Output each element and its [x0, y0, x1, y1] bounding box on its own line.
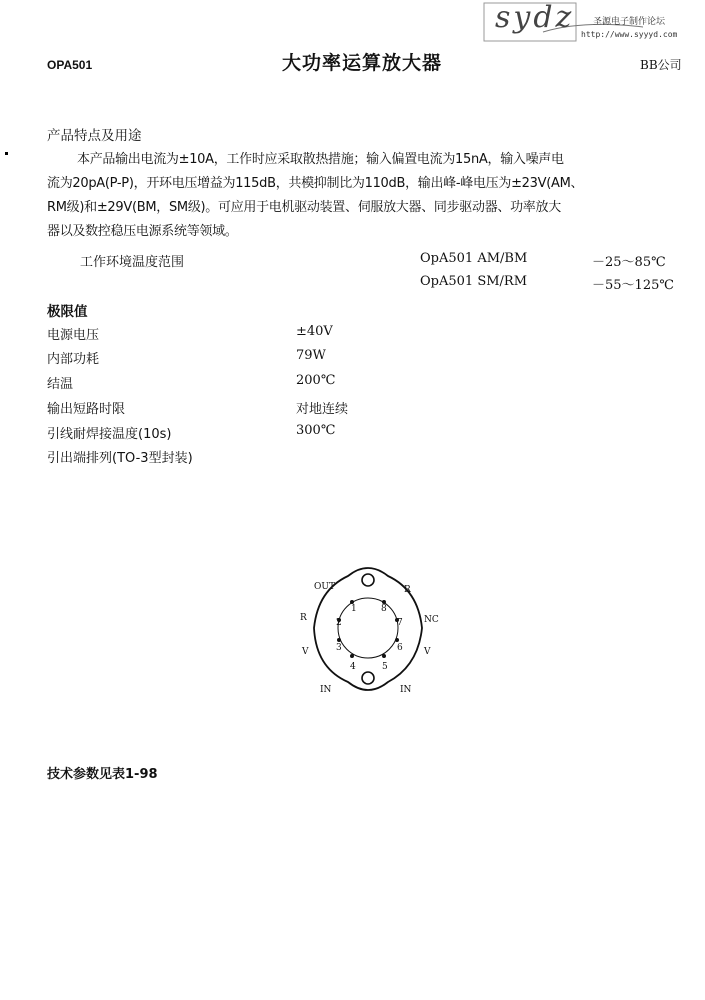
document-title: 大功率运算放大器: [282, 52, 443, 74]
pin-label-r-right: R: [404, 585, 411, 595]
pin-number-2: 2: [336, 618, 342, 628]
pin-6: [395, 638, 399, 642]
pin-label-in-right: IN: [400, 685, 412, 695]
pin-5: [382, 654, 386, 658]
limit-name-junction-temp: 结温: [47, 377, 74, 392]
pin-label-v-right: V: [424, 647, 431, 657]
limits-heading: 极限值: [47, 304, 88, 320]
limit-value-junction-temp: 200℃: [296, 373, 336, 388]
temp-model-2: OpA501 SM/RM: [420, 274, 528, 289]
pin-3: [337, 638, 341, 642]
limit-value-short-circuit: 对地连续: [296, 402, 349, 417]
pin-circle: [338, 598, 398, 658]
watermark-logo-text: sydz: [495, 0, 575, 35]
pin-label-v-left: V: [302, 647, 309, 657]
scan-dot: [5, 152, 8, 155]
features-line-2: 流为20pA(P-P)，开环电压增益为115dB，共模抑制比为110dB，输出峰-峰电压为±23V(AM、: [47, 176, 584, 191]
pin-number-5: 5: [382, 662, 388, 672]
temp-model-1: OpA501 AM/BM: [420, 251, 528, 266]
limit-name-power-dissipation: 内部功耗: [47, 352, 100, 367]
pin-number-1: 1: [351, 604, 357, 614]
features-line-3: RM级)和±29V(BM，SM级)。可应用于电机驱动装置、伺服放大器、同步驱动器、功率放大: [47, 200, 561, 215]
limit-value-lead-temp: 300℃: [296, 423, 336, 438]
pinout-heading: 引出端排列(TO-3型封装): [47, 451, 193, 466]
limit-value-power-dissipation: 79W: [296, 348, 326, 363]
watermark-url: http://www.syyyd.com: [581, 30, 678, 39]
limit-name-short-circuit: 输出短路时限: [47, 402, 126, 417]
limit-name-supply-voltage: 电源电压: [47, 328, 100, 343]
temp-range-label: 工作环境温度范围: [80, 255, 185, 270]
limit-name-lead-temp: 引线耐焊接温度(10s): [47, 427, 172, 442]
pin-number-3: 3: [336, 643, 342, 653]
mounting-hole-top: [362, 574, 374, 586]
reference-note: 技术参数见表1-98: [47, 767, 158, 782]
features-heading: 产品特点及用途: [47, 128, 142, 144]
pin-4: [350, 654, 354, 658]
company-name: BB公司: [640, 58, 682, 72]
temp-range-2: －55～125℃: [592, 278, 674, 293]
pin-number-4: 4: [350, 662, 356, 672]
pin-label-in-left: IN: [320, 685, 332, 695]
limit-value-supply-voltage: ±40V: [296, 324, 333, 339]
temp-range-1: －25～85℃: [592, 255, 666, 270]
to3-pinout-diagram: [290, 558, 450, 718]
features-line-4: 器以及数控稳压电源系统等领域。: [47, 224, 238, 239]
document-model-number: OPA501: [47, 58, 93, 72]
pin-label-nc: NC: [424, 615, 439, 625]
watermark-logo: [483, 2, 705, 44]
watermark-site-name: 圣源电子制作论坛: [593, 17, 666, 27]
pin-label-out: OUT: [314, 582, 335, 592]
pin-number-6: 6: [397, 643, 403, 653]
pin-number-8: 8: [381, 604, 387, 614]
features-line-1: 本产品输出电流为±10A，工作时应采取散热措施；输入偏置电流为15nA，输入噪声电: [77, 152, 564, 167]
pin-number-7: 7: [397, 618, 403, 628]
mounting-hole-bottom: [362, 672, 374, 684]
pin-label-r-left: R: [300, 613, 307, 623]
